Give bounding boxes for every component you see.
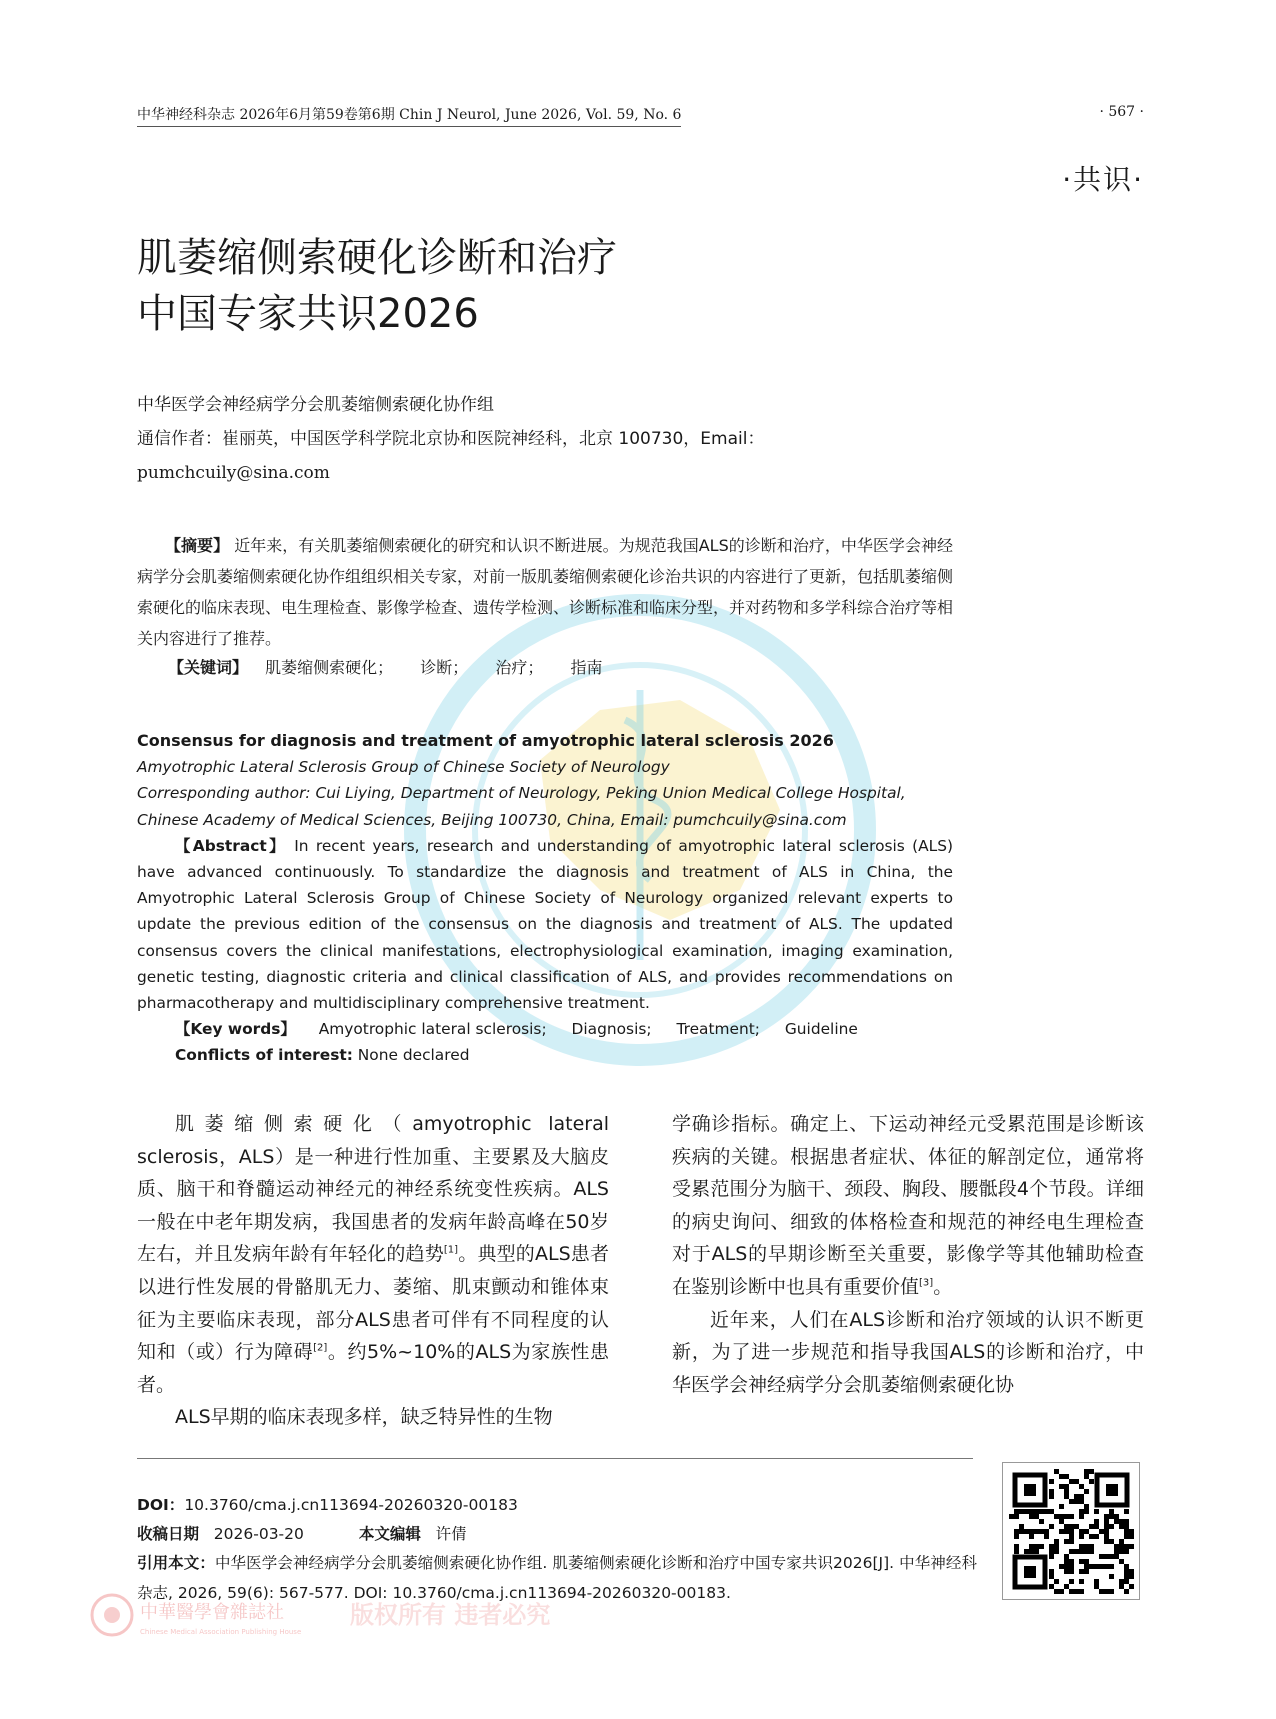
- coi-text: None declared: [357, 1046, 470, 1065]
- qr-module: [1044, 1529, 1049, 1534]
- qr-module: [1069, 1529, 1074, 1534]
- qr-module: [1119, 1584, 1124, 1589]
- qr-module: [1119, 1539, 1124, 1544]
- qr-module: [1059, 1514, 1064, 1519]
- qr-module: [1054, 1469, 1059, 1474]
- qr-module: [1034, 1514, 1039, 1519]
- qr-module: [1124, 1529, 1129, 1534]
- qr-module: [1119, 1519, 1124, 1524]
- qr-module: [1129, 1569, 1134, 1574]
- qr-module: [1029, 1514, 1034, 1519]
- cite-text: 中华医学会神经病学分会肌萎缩侧索硬化协作组. 肌萎缩侧索硬化诊断和治疗中国专家共识2026[J]. 中华神经科杂志, 2026, 59(6): 567-577. DOI: 10.3760/cma.j.cn113694-20260320-00183.: [137, 1554, 977, 1602]
- english-abstract-label: 【Abstract】: [175, 836, 287, 855]
- qr-module: [1119, 1544, 1124, 1549]
- qr-module: [1104, 1534, 1109, 1539]
- qr-module: [1064, 1584, 1069, 1589]
- citation-ref[interactable]: [1]: [443, 1245, 459, 1257]
- title-line-2: 中国专家共识2026: [137, 291, 479, 337]
- qr-module: [1059, 1484, 1064, 1489]
- qr-module: [1074, 1524, 1079, 1529]
- qr-module: [1069, 1539, 1074, 1544]
- qr-module: [1094, 1519, 1099, 1524]
- qr-module: [1049, 1549, 1054, 1554]
- qr-module: [1059, 1474, 1064, 1479]
- qr-module: [1079, 1579, 1084, 1584]
- qr-module: [1054, 1579, 1059, 1584]
- qr-module: [1049, 1509, 1054, 1514]
- qr-module: [1069, 1524, 1074, 1529]
- qr-module: [1064, 1569, 1069, 1574]
- qr-module: [1039, 1544, 1044, 1549]
- keyword-zh: 治疗；: [495, 658, 544, 677]
- english-group: Amyotrophic Lateral Sclerosis Group of Chinese Society of Neurology: [137, 758, 670, 777]
- qr-module: [1024, 1529, 1029, 1534]
- qr-module: [1064, 1524, 1069, 1529]
- qr-module: [1079, 1509, 1084, 1514]
- qr-module: [1034, 1544, 1039, 1549]
- qr-module: [1114, 1519, 1119, 1524]
- qr-module: [1069, 1479, 1074, 1484]
- keyword-zh: 诊断；: [420, 658, 469, 677]
- qr-module: [1084, 1504, 1089, 1509]
- qr-module: [1089, 1549, 1094, 1554]
- keyword-zh: 指南: [570, 658, 603, 677]
- qr-module: [1069, 1589, 1074, 1594]
- qr-module: [1124, 1579, 1129, 1584]
- qr-module: [1049, 1479, 1054, 1484]
- qr-module: [1124, 1519, 1129, 1524]
- keywords-zh-label: 【关键词】: [168, 658, 249, 677]
- cite-label: 引用本文：: [137, 1554, 215, 1572]
- qr-module: [1059, 1564, 1064, 1569]
- qr-module: [1019, 1509, 1024, 1514]
- qr-module: [1089, 1534, 1094, 1539]
- body-paragraph: [672, 1108, 1144, 1304]
- qr-module: [1029, 1529, 1034, 1534]
- svg-text:中華醫學會雜誌社: 中華醫學會雜誌社: [140, 1602, 284, 1623]
- body-paragraph: 近年来，人们在ALS诊断和治疗领域的认识不断更新，为了进一步规范和指导我国ALS的诊断和治疗，中华医学会神经病学分会肌萎缩侧索硬化协: [672, 1308, 1144, 1396]
- english-keywords: [137, 1016, 953, 1042]
- qr-module: [1059, 1504, 1064, 1509]
- abstract-zh-label: 【摘要】: [165, 536, 230, 555]
- qr-module: [1084, 1569, 1089, 1574]
- doi-label: DOI：: [137, 1496, 185, 1514]
- qr-module: [1099, 1554, 1104, 1559]
- body-text: 学确诊指标。确定上、下运动神经元受累范围是诊断该疾病的关键。根据患者症状、体征的解剖定位，通常将受累范围分为脑干、颈段、胸段、腰骶段4个节段。详细的病史询问、细致的体格检查和规范的神经电生理检查对于ALS的早期诊断至关重要，影像学等其他辅助检查在鉴别诊断中也具有重要价值: [672, 1113, 1144, 1298]
- svg-text:版权所有 违者必究: 版权所有 违者必究: [350, 1601, 551, 1629]
- qr-module: [1094, 1534, 1099, 1539]
- qr-module: [1084, 1544, 1089, 1549]
- received-line: [137, 1519, 467, 1549]
- qr-module: [1049, 1584, 1054, 1589]
- qr-module: [1049, 1544, 1054, 1549]
- qr-module: [1079, 1534, 1084, 1539]
- qr-module: [1094, 1524, 1099, 1529]
- qr-module: [1079, 1499, 1084, 1504]
- author-group: 中华医学会神经病学分会肌萎缩侧索硬化协作组: [137, 395, 494, 415]
- qr-module: [1079, 1559, 1084, 1564]
- qr-module: [1024, 1549, 1029, 1554]
- qr-module: [1084, 1474, 1089, 1479]
- qr-module: [1014, 1544, 1019, 1549]
- qr-module: [1104, 1529, 1109, 1534]
- citation-ref[interactable]: [3]: [919, 1277, 934, 1289]
- qr-module: [1069, 1534, 1074, 1539]
- qr-module: [1109, 1509, 1114, 1514]
- qr-module: [1049, 1489, 1054, 1494]
- qr-module: [1069, 1559, 1074, 1564]
- received-label: 收稿日期: [137, 1525, 200, 1543]
- qr-module: [1084, 1469, 1089, 1474]
- conflicts-of-interest: [137, 1042, 953, 1068]
- qr-module: [1089, 1544, 1094, 1549]
- qr-module: [1079, 1514, 1084, 1519]
- qr-module: [1114, 1514, 1119, 1519]
- qr-module: [1104, 1519, 1109, 1524]
- qr-module: [1069, 1549, 1074, 1554]
- qr-module: [1109, 1524, 1114, 1529]
- qr-module: [1034, 1549, 1039, 1554]
- qr-module: [1064, 1489, 1069, 1494]
- qr-module: [1069, 1579, 1074, 1584]
- qr-module: [1014, 1529, 1019, 1534]
- doi-line: [137, 1490, 518, 1520]
- qr-module: [1014, 1509, 1019, 1514]
- english-abstract-text: In recent years, research and understanding of amyotrophic lateral sclerosis (ALS) have advanced continuously. To standardize the diagnosis and treatment of ALS in China, the Amyotrophic Lateral Sclerosis Group of Chinese Society of Neurology organized relevant experts to update the previous edition of the consensus on the diagnosis and treatment of ALS. The updated consensus covers the clinical manifestations, electrophysiological examination, imaging examination, genetic testing, diagnostic criteria and clinical classification of ALS, and provides recommendations on pharmacotherapy and multidisciplinary comprehensive treatment.: [137, 836, 953, 1013]
- qr-module: [1079, 1589, 1084, 1594]
- qr-module: [1129, 1529, 1134, 1534]
- qr-module: [1104, 1589, 1109, 1594]
- section-tag: ·共识·: [1062, 163, 1144, 196]
- qr-module: [1044, 1509, 1049, 1514]
- qr-module: [1064, 1564, 1069, 1569]
- qr-module: [1084, 1489, 1089, 1494]
- qr-module: [1109, 1539, 1114, 1544]
- english-abstract: [137, 833, 953, 1016]
- qr-module: [1124, 1549, 1129, 1554]
- doi-value[interactable]: 10.3760/cma.j.cn113694-20260320-00183: [184, 1496, 518, 1514]
- qr-module: [1074, 1499, 1079, 1504]
- qr-module: [1074, 1549, 1079, 1554]
- qr-module: [1064, 1559, 1069, 1564]
- citation-ref[interactable]: [2]: [313, 1342, 328, 1354]
- english-keyword: Diagnosis;: [571, 1020, 652, 1039]
- received-date: 2026-03-20: [213, 1525, 304, 1543]
- qr-module: [1104, 1514, 1109, 1519]
- qr-module: [1059, 1519, 1064, 1524]
- qr-module: [1084, 1529, 1089, 1534]
- editor-name: 许倩: [435, 1525, 467, 1543]
- qr-module: [1079, 1549, 1084, 1554]
- qr-module: [1109, 1589, 1114, 1594]
- qr-module: [1079, 1569, 1084, 1574]
- qr-module: [1039, 1529, 1044, 1534]
- english-keyword: Amyotrophic lateral sclerosis;: [318, 1020, 547, 1039]
- qr-module: [1094, 1584, 1099, 1589]
- qr-module: [1054, 1549, 1059, 1554]
- qr-module: [1099, 1589, 1104, 1594]
- qr-module: [1129, 1544, 1134, 1549]
- abstract-zh-text: 近年来，有关肌萎缩侧索硬化的研究和认识不断进展。为规范我国ALS的诊断和治疗，中华医学会神经病学分会肌萎缩侧索硬化协作组组织相关专家，对前一版肌萎缩侧索硬化诊治共识的内容进行了更新，包括肌萎缩侧索硬化的临床表现、电生理检查、影像学检查、遗传学检测、诊断标准和临床分型，并对药物和多学科综合治疗等相关内容进行了推荐。: [137, 536, 954, 648]
- qr-module: [1124, 1589, 1129, 1594]
- qr-module: [1079, 1529, 1084, 1534]
- qr-module: [1054, 1589, 1059, 1594]
- qr-module: [1039, 1519, 1044, 1524]
- qr-module: [1024, 1509, 1029, 1514]
- qr-module: [1014, 1534, 1019, 1539]
- author-block: [137, 388, 957, 490]
- qr-module: [1094, 1509, 1099, 1514]
- qr-module: [1039, 1509, 1044, 1514]
- qr-module: [1129, 1534, 1134, 1539]
- body-text: 肌萎缩侧索硬化（amyotrophic lateral sclerosis，ALS）是一种进行性加重、主要累及大脑皮质、脑干和脊髓运动神经元的神经系统变性疾病。ALS一般在中老年期发病，我国患者的发病年龄高峰在50岁左右，并且发病年龄有年轻化的趋势: [137, 1113, 609, 1266]
- qr-module: [1049, 1574, 1054, 1579]
- qr-module: [1069, 1514, 1074, 1519]
- editor-label: 本文编辑: [358, 1525, 421, 1543]
- english-keyword: Guideline: [784, 1020, 858, 1039]
- body-text: 。典型的ALS患者以进行性发展的骨骼肌无力、萎缩、肌束颤动和锥体束征为主要临床表现，部分ALS患者可伴有不同程度的认知和（或）行为障碍: [137, 1243, 609, 1364]
- qr-module: [1089, 1469, 1094, 1474]
- qr-module: [1049, 1524, 1054, 1529]
- author-email: pumchcuily@sina.com: [137, 463, 330, 483]
- qr-module: [1129, 1574, 1134, 1579]
- body-column-right: [672, 1108, 1144, 1401]
- qr-module: [1079, 1494, 1084, 1499]
- qr-module: [1089, 1479, 1094, 1484]
- keyword-zh: 肌萎缩侧索硬化；: [265, 658, 394, 677]
- qr-module: [1129, 1584, 1134, 1589]
- qr-module: [1079, 1544, 1084, 1549]
- qr-module: [1064, 1554, 1069, 1559]
- body-paragraph: [137, 1108, 609, 1401]
- qr-module: [1054, 1514, 1059, 1519]
- title-line-1: 肌萎缩侧索硬化诊断和治疗: [137, 235, 617, 281]
- qr-module: [1064, 1529, 1069, 1534]
- qr-module: [1124, 1564, 1129, 1569]
- qr-module: [1084, 1509, 1089, 1514]
- qr-module: [1064, 1474, 1069, 1479]
- qr-module: [1119, 1549, 1124, 1554]
- qr-module: [1084, 1549, 1089, 1554]
- qr-module: [1119, 1579, 1124, 1584]
- qr-module: [1109, 1574, 1114, 1579]
- qr-module: [1029, 1544, 1034, 1549]
- page-number: · 567 ·: [1099, 104, 1144, 120]
- qr-module: [1114, 1544, 1119, 1549]
- qr-module: [1104, 1554, 1109, 1559]
- qr-module: [1104, 1539, 1109, 1544]
- svg-text:Chinese Medical Association Pu: Chinese Medical Association Publishing House: [140, 1628, 302, 1636]
- footer-divider: [137, 1458, 973, 1459]
- qr-module: [1119, 1524, 1124, 1529]
- qr-module: [1084, 1564, 1089, 1569]
- body-column-left: [137, 1108, 609, 1434]
- qr-module: [1104, 1564, 1109, 1569]
- qr-module: [1124, 1509, 1129, 1514]
- qr-module: [1124, 1534, 1129, 1539]
- body-paragraph: ALS早期的临床表现多样，缺乏特异性的生物: [175, 1406, 553, 1429]
- qr-module: [1094, 1564, 1099, 1569]
- qr-module: [1019, 1524, 1024, 1529]
- qr-module: [1114, 1549, 1119, 1554]
- qr-module: [1099, 1564, 1104, 1569]
- qr-module: [1124, 1524, 1129, 1529]
- qr-module: [1094, 1579, 1099, 1584]
- keywords-zh: [168, 655, 624, 678]
- qr-module: [1034, 1529, 1039, 1534]
- qr-module: [1069, 1499, 1074, 1504]
- qr-module: [1119, 1559, 1124, 1564]
- qr-module: [1084, 1559, 1089, 1564]
- qr-module: [1029, 1534, 1034, 1539]
- qr-module: [1099, 1529, 1104, 1534]
- citation-line: [137, 1548, 977, 1608]
- english-title: Consensus for diagnosis and treatment of amyotrophic lateral sclerosis 2026: [137, 731, 834, 750]
- corresponding-author: 通信作者：崔丽英，中国医学科学院北京协和医院神经科，北京 100730，Email：: [137, 429, 765, 449]
- qr-module: [1124, 1574, 1129, 1579]
- qr-module: [1069, 1569, 1074, 1574]
- qr-module: [1049, 1569, 1054, 1574]
- journal-line: 中华神经科杂志 2026年6月第59卷第6期 Chin J Neurol, June 2026, Vol. 59, No. 6: [137, 104, 681, 127]
- qr-module: [1059, 1589, 1064, 1594]
- qr-module: [1124, 1569, 1129, 1574]
- qr-module: [1089, 1524, 1094, 1529]
- english-corresponding: Corresponding author: Cui Liying, Department of Neurology, Peking Union Medical College Hospital, Chinese Academy of Medical Sciences, Beijing 100730, China, Email: pumchcuily@sina.com: [137, 784, 906, 829]
- english-keyword: Treatment;: [676, 1020, 760, 1039]
- qr-module: [1044, 1534, 1049, 1539]
- qr-module: [1064, 1539, 1069, 1544]
- qr-code[interactable]: [1002, 1462, 1140, 1600]
- english-abstract-block: [137, 728, 953, 1069]
- qr-module: [1049, 1554, 1054, 1559]
- qr-module: [1064, 1494, 1069, 1499]
- qr-module: [1109, 1564, 1114, 1569]
- abstract-zh: [137, 530, 953, 654]
- running-header: [137, 104, 1144, 128]
- qr-module: [1104, 1524, 1109, 1529]
- qr-module: [1014, 1549, 1019, 1554]
- article-title: [137, 230, 617, 342]
- qr-module: [1009, 1514, 1014, 1519]
- qr-module: [1079, 1484, 1084, 1489]
- qr-module: [1074, 1479, 1079, 1484]
- qr-module: [1029, 1509, 1034, 1514]
- qr-module: [1064, 1484, 1069, 1489]
- coi-label: Conflicts of interest:: [175, 1046, 353, 1065]
- qr-module: [1109, 1554, 1114, 1559]
- qr-module: [1054, 1539, 1059, 1544]
- qr-module: [1074, 1494, 1079, 1499]
- english-keywords-label: 【Key words】: [175, 1020, 296, 1039]
- qr-module: [1014, 1514, 1019, 1519]
- body-text: 。约5%~10%的ALS为家族性患者。: [137, 1341, 609, 1396]
- qr-module: [1064, 1514, 1069, 1519]
- qr-module: [1114, 1554, 1119, 1559]
- qr-module: [1054, 1544, 1059, 1549]
- qr-module: [1029, 1549, 1034, 1554]
- qr-module: [1059, 1529, 1064, 1534]
- qr-module: [1034, 1509, 1039, 1514]
- qr-module: [1089, 1564, 1094, 1569]
- body-text: 。: [933, 1275, 953, 1298]
- qr-module: [1109, 1514, 1114, 1519]
- qr-module: [1049, 1494, 1054, 1499]
- qr-module: [1069, 1564, 1074, 1569]
- qr-module: [1074, 1589, 1079, 1594]
- qr-module: [1124, 1544, 1129, 1549]
- qr-module: [1019, 1529, 1024, 1534]
